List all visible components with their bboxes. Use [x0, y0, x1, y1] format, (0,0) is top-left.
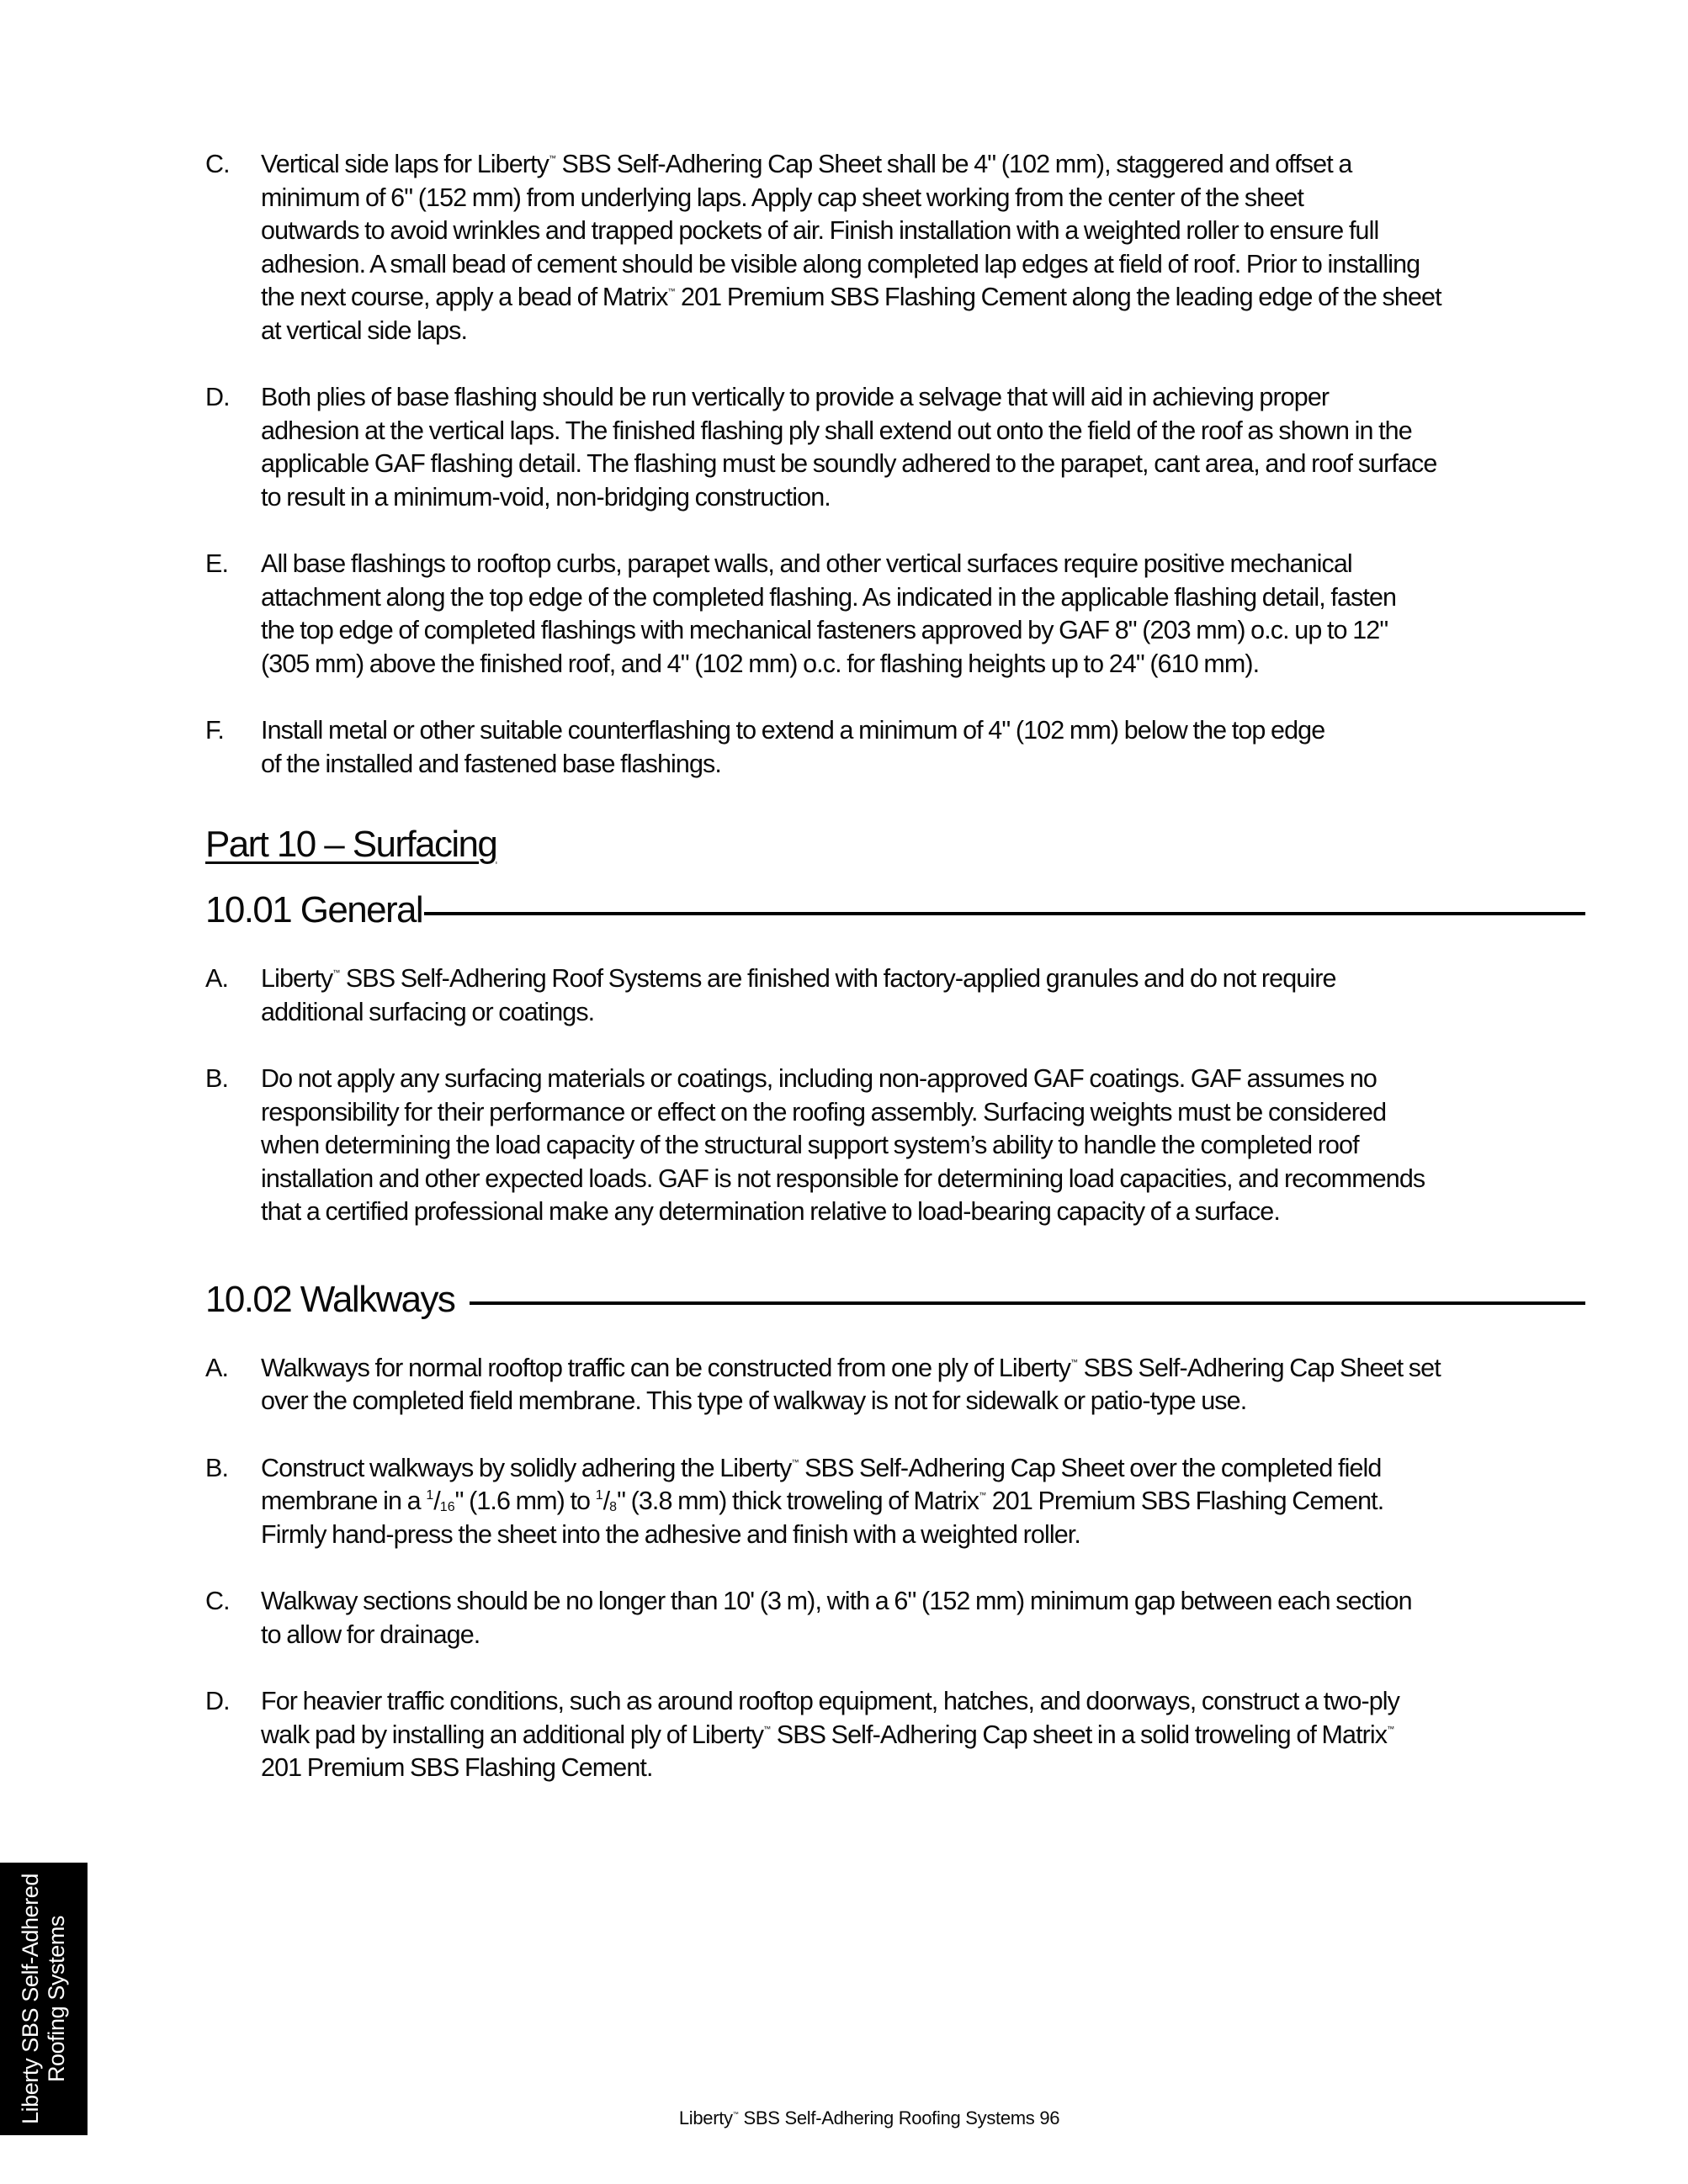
- heading-rule: [470, 1301, 1585, 1305]
- text-segment: " (1.6 mm) to: [454, 1487, 596, 1515]
- side-tab-label: [18, 1863, 70, 2135]
- walkways-item-d: [205, 1685, 1585, 1785]
- text-segment: Liberty: [261, 964, 333, 993]
- text-segment: 201 Premium SBS Flashing Cement. Firmly hand-press the sheet into the adhesive and finish with a weighted roller.: [261, 1487, 1384, 1549]
- section-title: 10.02 Walkways: [205, 1278, 455, 1320]
- trademark-mark: ™: [548, 154, 556, 162]
- trademark-mark: ™: [332, 968, 341, 977]
- text-segment: SBS Self-Adhering Cap sheet in a solid troweling of Matrix: [771, 1720, 1388, 1749]
- side-tab-line-2: Roofing Systems: [44, 1915, 69, 2083]
- section-heading-walkways: [205, 1276, 1585, 1323]
- item-letter: D.: [205, 383, 230, 411]
- trademark-mark: ™: [763, 1724, 772, 1733]
- side-tab-line-1: Liberty SBS Self-Adhered: [18, 1873, 43, 2125]
- text-segment: SBS Self-Adhering Cap Sheet set over the completed field membrane. This type of walkway is not for sidewalk or patio-type use.: [261, 1353, 1441, 1415]
- item-text: Walkway sections should be no longer than 10' (3 m), with a 6" (152 mm) minimum gap between each section to allow for drainage.: [261, 1587, 1412, 1649]
- item-text: [261, 148, 1585, 347]
- walkways-item-a: [205, 1352, 1585, 1418]
- trademark-mark: ™: [791, 1457, 799, 1466]
- text-segment: Construct walkways by solidly adhering the Liberty: [261, 1453, 792, 1482]
- item-letter: C.: [205, 150, 230, 178]
- general-item-b: [205, 1063, 1585, 1229]
- fraction-numerator: 1: [595, 1488, 603, 1503]
- text-segment: Vertical side laps for Liberty: [261, 150, 549, 178]
- item-letter: B.: [205, 1064, 229, 1093]
- item-text: [261, 962, 1585, 1029]
- item-text: All base flashings to rooftop curbs, parapet walls, and other vertical surfaces require positive mechanical attachment along the top edge of the completed flashing. As indicated in the applicable flashing detail, fasten the top edge of completed flashings with mechanical fasteners approved by GAF 8" (203 mm) o.c. up to 12" (305 mm) above the finished roof, and 4" (102 mm) o.c. for flashing heights up to 24" (610 mm).: [261, 549, 1397, 678]
- item-text: Both plies of base flashing should be run vertically to provide a selvage that will aid in achieving proper adhesion at the vertical laps. The finished flashing ply shall extend out onto the field of the roof as shown in the applicable GAF flashing detail. The flashing must be soundly adhered to the parapet, cant area, and roof surface to result in a minimum-void, non-bridging construction.: [261, 383, 1437, 512]
- trademark-mark: ™: [732, 2112, 739, 2118]
- side-tab: [0, 1863, 88, 2135]
- item-letter: D.: [205, 1687, 230, 1715]
- text-segment: Walkways for normal rooftop traffic can be constructed from one ply of Liberty: [261, 1353, 1071, 1382]
- trademark-mark: ™: [979, 1491, 987, 1499]
- page-number: 96: [1039, 2107, 1060, 2128]
- text-segment: SBS Self-Adhering Roof Systems are finished with factory-applied granules and do not require additional surfacing or coatings.: [261, 964, 1336, 1026]
- text-segment: For heavier traffic conditions, such as around rooftop equipment, hatches, and doorways, construct a two-ply walk pad by installing an additional ply of Liberty: [261, 1687, 1400, 1749]
- walkways-item-b: [205, 1452, 1585, 1552]
- trademark-mark: ™: [1387, 1724, 1395, 1733]
- item-text: Construct walkways by solidly adhering the Liberty™ SBS Self-Adhering Cap Sheet over the completed field membrane in a $^1$/16" (1.6 mm) to $^1$/8" (3.8 mm) thick troweling of Matrix™ 201 Premium SBS Flashing Cement. Firmly hand-press the sheet into the adhesive and finish with a weighted roller.: [261, 1453, 1384, 1549]
- fraction-denominator: 16: [439, 1500, 455, 1514]
- item-text: [261, 1685, 1585, 1785]
- fraction-numerator: 1: [426, 1488, 434, 1503]
- footer-title-part2: SBS Self-Adhering Roofing Systems: [738, 2107, 1035, 2128]
- trademark-mark: ™: [667, 287, 676, 295]
- trademark-mark: ™: [1070, 1357, 1079, 1366]
- section-title: 10.01 General: [205, 889, 423, 930]
- list-item-e: [205, 548, 1585, 681]
- page-footer: [0, 2107, 1688, 2129]
- list-item-d: [205, 381, 1585, 514]
- fraction-denominator: 8: [609, 1500, 618, 1514]
- item-letter: A.: [205, 1353, 229, 1382]
- list-item-c: [205, 148, 1585, 347]
- text-segment: SBS Self-Adhering Cap Sheet over the completed field membrane in a: [261, 1453, 1382, 1515]
- text-segment: " (3.8 mm) thick troweling of Matrix: [617, 1487, 979, 1515]
- item-letter: F.: [205, 716, 224, 745]
- text-segment: 201 Premium SBS Flashing Cement.: [261, 1753, 653, 1782]
- page-content: [205, 148, 1585, 1819]
- item-letter: B.: [205, 1453, 229, 1482]
- item-letter: A.: [205, 964, 229, 993]
- text-segment: 201 Premium SBS Flashing Cement along the leading edge of the sheet at vertical side laps.: [261, 283, 1441, 345]
- item-text: Do not apply any surfacing materials or coatings, including non-approved GAF coatings. GAF assumes no responsibility for their performance or effect on the roofing assembly. Surfacing weights must be considered when determining the load capacity of the structural support system’s ability to handle the completed roof installation and other expected loads. GAF is not responsible for determining load capacities, and recommends that a certified professional make any determination relative to load-bearing capacity of a surface.: [261, 1064, 1425, 1226]
- text-segment: SBS Self-Adhering Cap Sheet shall be 4" (102 mm), staggered and offset a minimum of 6" (152 mm) from underlying laps. Apply cap sheet working from the center of the sheet outwards to avoid wrinkles and trapped pockets of air. Finish installation with a weighted roller to ensure full adhesion. A small bead of cement should be visible along completed lap edges at field of roof. Prior to installing the next course, apply a bead of Matrix: [261, 150, 1420, 311]
- walkways-item-c: [205, 1585, 1585, 1651]
- section-heading-general: [205, 887, 1585, 934]
- general-item-a: [205, 962, 1585, 1029]
- item-text: [261, 1352, 1585, 1418]
- list-item-f: [205, 714, 1585, 781]
- heading-rule: [424, 912, 1585, 915]
- footer-title-part1: Liberty: [678, 2107, 733, 2128]
- item-letter: E.: [205, 549, 229, 578]
- part-heading: Part 10 – Surfacing: [205, 824, 497, 865]
- item-letter: C.: [205, 1587, 230, 1615]
- item-text: Install metal or other suitable counterflashing to extend a minimum of 4" (102 mm) below the top edge of the installed and fastened base flashings.: [261, 716, 1325, 778]
